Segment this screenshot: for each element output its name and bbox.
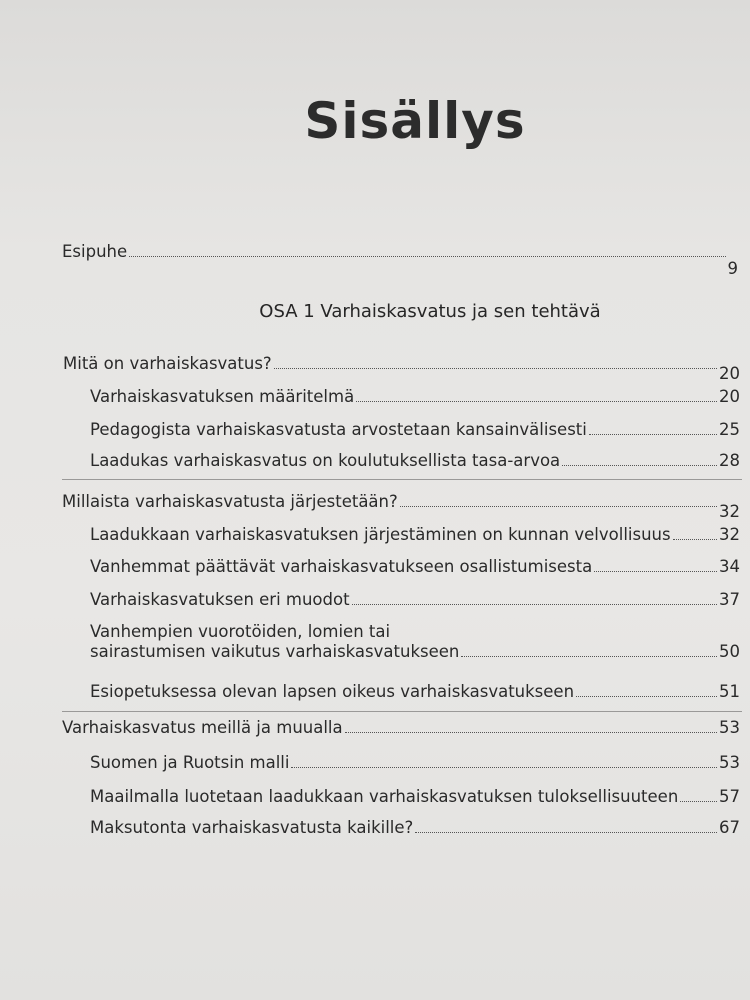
toc-entry-label-line2: sairastumisen vaikutus varhaiskasvatukseen <box>90 642 460 661</box>
dot-leader <box>352 604 717 605</box>
toc-subentry <box>90 420 740 440</box>
toc-entry-preface <box>62 242 738 278</box>
toc-entry-label: Esiopetuksessa olevan lapsen oikeus varhaiskasvatukseen <box>90 682 575 701</box>
toc-subentry-multiline <box>90 622 740 662</box>
toc-subentry <box>90 557 740 577</box>
toc-page-number: 32 <box>719 502 740 521</box>
dot-leader <box>673 539 717 540</box>
toc-subentry <box>90 818 740 838</box>
dot-leader <box>291 767 717 768</box>
toc-page-number: 28 <box>719 451 740 470</box>
part-heading: OSA 1 Varhaiskasvatus ja sen tehtävä <box>259 301 601 322</box>
toc-subentry <box>90 451 740 471</box>
toc-subentry <box>90 590 740 610</box>
toc-page-number: 32 <box>719 525 740 544</box>
toc-page-number: 53 <box>719 753 740 772</box>
toc-entry-label: Varhaiskasvatuksen eri muodot <box>90 590 350 609</box>
toc-entry-label: Esipuhe <box>62 242 128 261</box>
toc-entry-label: Maksutonta varhaiskasvatusta kaikille? <box>90 818 414 837</box>
dot-leader <box>594 571 717 572</box>
toc-entry-label: Pedagogista varhaiskasvatusta arvostetaan kansainvälisesti <box>90 420 587 439</box>
toc-page-number: 37 <box>719 590 740 609</box>
toc-section-3 <box>62 718 740 738</box>
toc-entry-label: Laadukkaan varhaiskasvatuksen järjestäminen on kunnan velvollisuus <box>90 525 671 544</box>
toc-entry-label: Vanhempien vuorotöiden, lomien tai <box>90 622 391 641</box>
toc-page-number: 67 <box>719 818 740 837</box>
toc-section-label: Varhaiskasvatus meillä ja muualla <box>62 718 343 737</box>
dot-leader <box>274 368 717 369</box>
toc-page-number: 51 <box>719 682 740 701</box>
toc-subentry <box>90 525 740 545</box>
toc-page-number: 50 <box>719 642 740 661</box>
dot-leader <box>400 506 717 507</box>
toc-section-1 <box>63 354 740 383</box>
section-divider <box>62 479 742 480</box>
dot-leader <box>129 256 725 257</box>
toc-page-number: 9 <box>727 259 738 278</box>
dot-leader <box>356 401 717 402</box>
toc-entry-label: Suomen ja Ruotsin malli <box>90 753 290 772</box>
toc-page-number: 20 <box>719 364 740 383</box>
toc-entry-label: Vanhemmat päättävät varhaiskasvatukseen osallistumisesta <box>90 557 593 576</box>
dot-leader <box>562 465 717 466</box>
toc-subentry <box>90 787 740 807</box>
toc-entry-label: Varhaiskasvatuksen määritelmä <box>90 387 355 406</box>
dot-leader <box>415 832 717 833</box>
dot-leader <box>345 732 717 733</box>
toc-page-number: 34 <box>719 557 740 576</box>
toc-section-label: Mitä on varhaiskasvatus? <box>63 354 272 373</box>
toc-entry-label: Maailmalla luotetaan laadukkaan varhaiskasvatuksen tuloksellisuuteen <box>90 787 679 806</box>
dot-leader <box>576 696 717 697</box>
toc-subentry <box>90 682 740 702</box>
toc-page-number: 25 <box>719 420 740 439</box>
toc-page-number: 57 <box>719 787 740 806</box>
dot-leader <box>461 656 717 657</box>
toc-section-label: Millaista varhaiskasvatusta järjestetään? <box>62 492 398 511</box>
toc-section-2 <box>62 492 740 521</box>
dot-leader <box>680 801 717 802</box>
toc-page-number: 20 <box>719 387 740 406</box>
section-divider <box>62 711 742 712</box>
toc-entry-label: Laadukas varhaiskasvatus on koulutuksellista tasa-arvoa <box>90 451 561 470</box>
toc-subentry <box>90 387 740 407</box>
dot-leader <box>589 434 717 435</box>
toc-page-number: 53 <box>719 718 740 737</box>
toc-subentry <box>90 753 740 773</box>
page-title: Sisällys <box>304 92 526 150</box>
